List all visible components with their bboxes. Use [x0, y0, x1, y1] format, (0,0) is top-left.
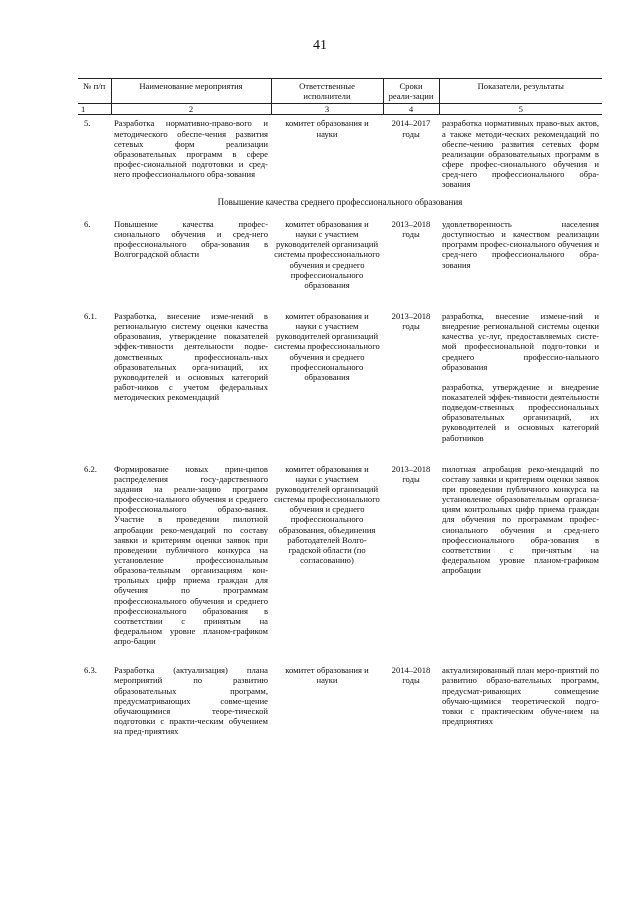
header-responsible: Ответственные исполнители — [271, 79, 383, 104]
row-number: 6.1. — [84, 311, 97, 321]
responsible: комитет образования и науки с участием руководителей организаций системы профессионального обучения и среднего профессионального образования, объединения работодателей Волго-градской области (по согласованию) — [274, 463, 380, 565]
results: разработка нормативных право-вых актов, а также методи-ческих рекомендаций по обеспе-чению развития сетевых форм реализации образовательных программ в сфере профес-сионального обучения и сред-него профессионального обра-зования — [442, 118, 599, 190]
terms: 2013–2018 годы — [391, 311, 431, 332]
responsible: комитет образования и науки — [285, 118, 369, 139]
table-header-row — [78, 79, 602, 104]
row-number: 6. — [84, 219, 91, 230]
header-number: № п/п — [78, 79, 111, 104]
measure-name: Повышение качества профес-сионального обучения и сред-него профессионального обра-зования в Волгоградской области — [114, 219, 268, 260]
header-measure-name: Наименование мероприятия — [111, 79, 271, 104]
results — [439, 308, 602, 443]
table-row — [78, 662, 602, 736]
measure-name: Разработка нормативно-право-вого и методического обеспе-чения развития сетевых форм реализации образовательных программ в сфере профес-сиональной подготовки и сред-него профессионального обра-зования — [114, 118, 268, 180]
terms: 2014–2017 годы — [391, 118, 431, 139]
terms: 2013–2018 годы — [391, 219, 431, 240]
section-heading-row — [78, 189, 602, 216]
responsible: комитет образования и науки — [285, 665, 369, 686]
results: удовлетворенность населения доступностью и качеством реализации программ профес-сионального обучения и сред-него профессионального обра-зования — [442, 219, 599, 270]
header-results: Показатели, результаты — [439, 79, 602, 104]
responsible: комитет образования и науки с участием руководителей организаций системы профессионального обучения и среднего профессионального образования — [274, 311, 380, 382]
section-title: Повышение качества среднего профессионального образования — [217, 197, 463, 208]
column-number: 3 — [271, 104, 383, 115]
column-numbers-row — [78, 104, 602, 115]
terms: 2014–2018 годы — [391, 665, 431, 686]
measure-name: Разработка (актуализация) плана мероприятий по развитию образовательных программ, предусматривающих совме-щение обучающимися теоре-тической подготовки с практи-ческим обучением на пред-приятиях — [114, 665, 268, 737]
results-part-1: разработка, внесение измене-ний и внедрение региональной системы оценки качества ус-луг, предоставляемых систе-мой профессиональной подго-товки и среднего профессио-нального образования — [442, 311, 599, 372]
column-number: 4 — [383, 104, 439, 115]
responsible: комитет образования и науки с участием руководителей организаций системы профессионального обучения и среднего профессионального образования — [274, 219, 380, 290]
measures-table — [78, 78, 602, 736]
measure-name: Разработка, внесение изме-нений в региональную систему оценки качества образования, утверждение показателей эффек-тивности деятельности подве-домственных профессиональ-ных образовательных орга-низаций, их руководителей и основных категорий работ-ников с учетом федеральных методических рекомендаций — [114, 311, 268, 403]
page-number: 41 — [313, 38, 327, 53]
column-number: 1 — [78, 104, 111, 115]
column-number: 2 — [111, 104, 271, 115]
table-row — [78, 308, 602, 443]
row-number: 5. — [84, 118, 91, 129]
results: актуализированный план меро-приятий по развитию образо-вательных программ, предусмат-ривающих совмещение обучаю-щимися теоретической подго-товки с практическим обуче-нием на предприятиях — [442, 665, 599, 726]
column-number: 5 — [439, 104, 602, 115]
table-row — [78, 216, 602, 290]
header-terms: Сроки реали-зации — [383, 79, 439, 104]
measure-name: Формирование новых прин-ципов распределения госу-дарственного задания на реали-зацию программ профессио-нального обучения и среднего профессионального образо-вания. Участие в проведении пилотной апробации реко-мендаций по составу заявки и критериям оценки заявок при проведении публичного конкурса на установление профессиональным образова-тельным организациям кон-трольных цифр приема граждан для обучения по программам профессионального обучения и среднего профессионального образования в соответствии с принятым на федеральном уровне планом-графиком апро-бации — [114, 463, 268, 647]
results: пилотная апробация реко-мендаций по составу заявки и критериям оценки заявок при проведении публичного конкурса на установление образовательным организа-циям контрольных цифр приема граждан для обучения по программам профес-сионального обучения и сред-него профессионального обра-зования в соответствии с при-нятым на федеральном уровне планом-графиком апробации — [442, 463, 599, 576]
row-number: 6.3. — [84, 665, 97, 676]
terms: 2013–2018 годы — [391, 463, 431, 484]
row-number: 6.2. — [84, 463, 97, 474]
table-row — [78, 115, 602, 189]
table-row — [78, 461, 602, 647]
results-part-2: разработка, утверждение и внедрение показателей эффек-тивности деятельности подведом-ственных профессиональных образовательных организаций, их руководителей и основных категорий работников — [442, 381, 599, 443]
